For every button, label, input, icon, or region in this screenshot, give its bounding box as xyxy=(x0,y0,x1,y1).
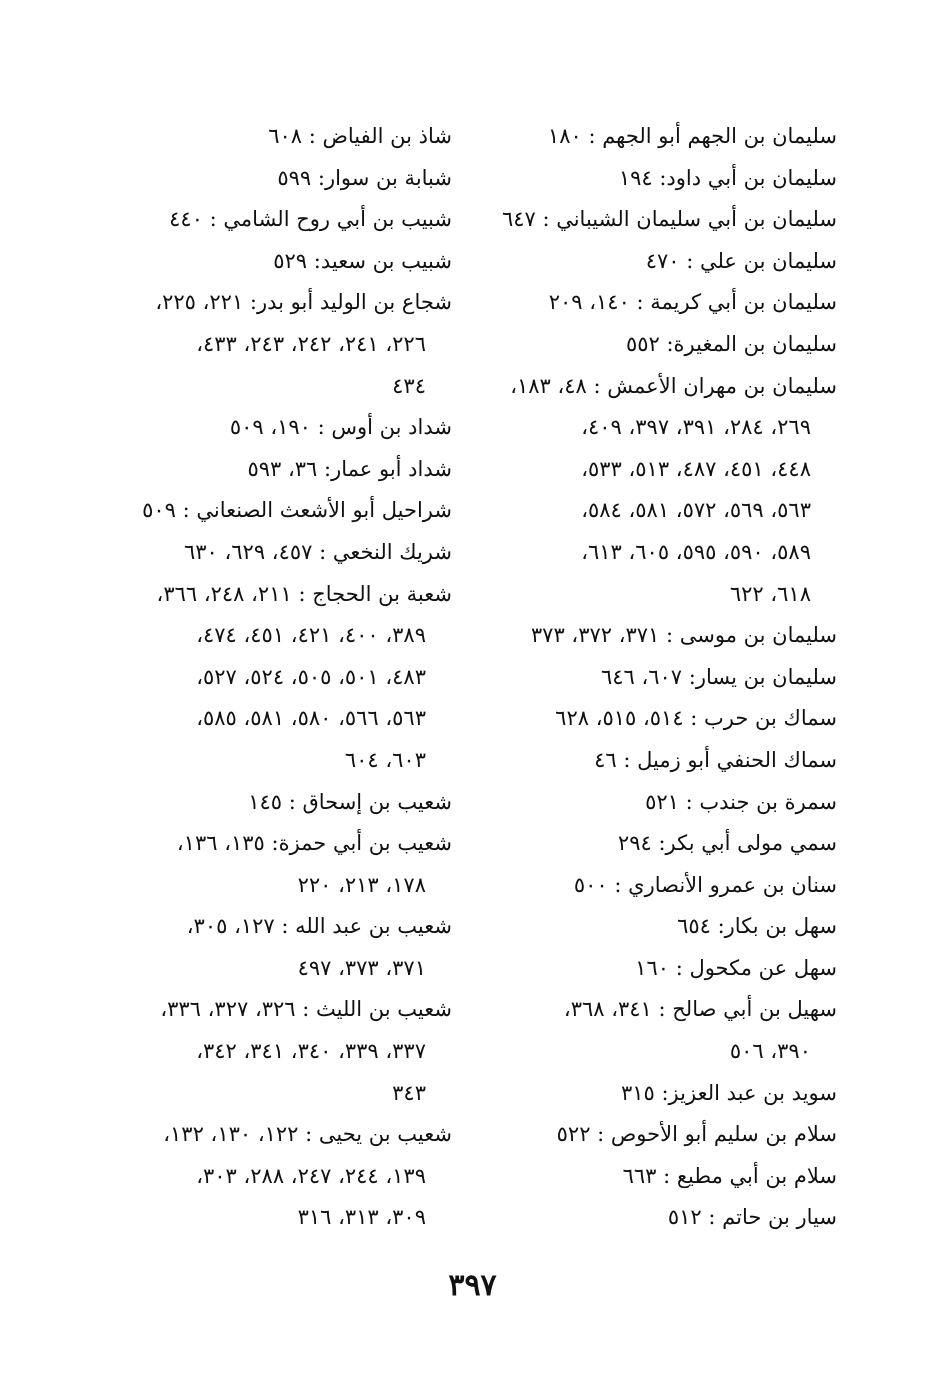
index-entry: سهل بن بكار: ٦٥٤ xyxy=(677,914,837,939)
index-entry-continuation: ٤٣٤ xyxy=(392,373,426,398)
index-entry-continuation: ٤٤٨، ٤٥١، ٤٨٧، ٥١٣، ٥٣٣، xyxy=(581,456,811,481)
index-entry: شعيب بن يحيى : ١٢٢، ١٣٠، ١٣٢، xyxy=(163,1122,452,1147)
index-entry-continuation: ٢٢٦، ٢٤١، ٢٤٢، ٢٤٣، ٤٣٣، xyxy=(196,331,426,356)
index-entry-continuation: ٢٦٩، ٢٨٤، ٣٩١، ٣٩٧، ٤٠٩، xyxy=(581,415,811,440)
index-entry: سهل عن مكحول : ١٦٠ xyxy=(635,955,837,980)
index-entry: سهيل بن أبي صالح : ٣٤١، ٣٦٨، xyxy=(563,997,837,1022)
index-entry: سليمان بن الجهم أبو الجهم : ١٨٠ xyxy=(547,124,837,148)
index-entry: سليمان بن أبي كريمة : ١٤٠، ٢٠٩ xyxy=(548,290,837,315)
index-entry-continuation: ٣٠٩، ٣١٣، ٣١٦ xyxy=(297,1205,426,1230)
index-entry-continuation: ٤٨٣، ٥٠١، ٥٠٥، ٥٢٤، ٥٢٧، xyxy=(196,664,426,689)
index-entry: سمي مولى أبي بكر: ٢٩٤ xyxy=(617,831,837,856)
index-entry: شبابة بن سوار: ٥٩٩ xyxy=(277,165,452,190)
index-entry: شبيب بن سعيد: ٥٢٩ xyxy=(273,248,452,273)
index-entry-continuation: ٥٨٩، ٥٩٠، ٥٩٥، ٦٠٥، ٦١٣، xyxy=(581,539,811,564)
index-entry: شعيب بن الليث : ٣٢٦، ٣٢٧، ٣٣٦، xyxy=(160,997,452,1022)
index-entry-continuation: ٥٦٣، ٥٦٩، ٥٧٢، ٥٨١، ٥٨٤، xyxy=(581,498,811,523)
index-entry: سماك بن حرب : ٥١٤، ٥١٥، ٦٢٨ xyxy=(555,706,837,731)
index-entry: سنان بن عمرو الأنصاري : ٥٠٠ xyxy=(573,872,837,897)
index-entry: شاذ بن الفياض : ٦٠٨ xyxy=(268,124,452,148)
index-column-right xyxy=(437,116,837,1239)
index-entry-continuation: ١٧٨، ٢١٣، ٢٢٠ xyxy=(297,872,426,897)
index-column-left xyxy=(92,116,452,1239)
index-entry: شراحيل أبو الأشعث الصنعاني : ٥٠٩ xyxy=(142,498,452,523)
index-entry: سلام بن أبي مطيع : ٦٦٣ xyxy=(622,1163,837,1188)
index-entry-continuation: ٦٠٣، ٦٠٤ xyxy=(344,747,426,772)
index-entry-continuation: ٣٧١، ٣٧٣، ٤٩٧ xyxy=(297,955,426,980)
index-entry-continuation: ٦١٨، ٦٢٢ xyxy=(729,581,811,606)
index-entry: شعيب بن إسحاق : ١٤٥ xyxy=(248,789,452,814)
index-entry: شعيب بن عبد الله : ١٢٧، ٣٠٥، xyxy=(186,914,452,939)
index-entry: سليمان بن موسى : ٣٧١، ٣٧٢، ٣٧٣ xyxy=(530,623,837,648)
index-entry: شداد بن أوس : ١٩٠، ٥٠٩ xyxy=(229,415,452,440)
index-entry: شداد أبو عمار: ٣٦، ٥٩٣ xyxy=(247,456,452,481)
index-entry: سليمان بن يسار: ٦٠٧، ٦٤٦ xyxy=(600,664,837,689)
index-entry: شعيب بن أبي حمزة: ١٣٥، ١٣٦، xyxy=(176,831,452,856)
index-entry: سماك الحنفي أبو زميل : ٤٦ xyxy=(594,747,837,772)
index-entry: شعبة بن الحجاج : ٢١١، ٢٤٨، ٣٦٦، xyxy=(156,581,452,606)
index-entry: سليمان بن علي : ٤٧٠ xyxy=(645,248,837,273)
index-entry-continuation: ٥٦٣، ٥٦٦، ٥٨٠، ٥٨١، ٥٨٥، xyxy=(196,706,426,731)
index-entry-continuation: ٣٣٧، ٣٣٩، ٣٤٠، ٣٤١، ٣٤٢، xyxy=(196,1039,426,1064)
index-entry: شريك النخعي : ٤٥٧، ٦٢٩، ٦٣٠ xyxy=(183,539,452,564)
index-entry: سليمان بن المغيرة: ٥٥٢ xyxy=(625,331,837,356)
index-entry: سويد بن عبد العزيز: ٣١٥ xyxy=(620,1080,837,1105)
index-entry-continuation: ٣٤٣ xyxy=(392,1080,426,1105)
index-entry-continuation: ٣٨٩، ٤٠٠، ٤٢١، ٤٥١، ٤٧٤، xyxy=(196,623,426,648)
index-entry: شبيب بن أبي روح الشامي : ٤٤٠ xyxy=(169,207,452,232)
index-entry-continuation: ١٣٩، ٢٤٤، ٢٤٧، ٢٨٨، ٣٠٣، xyxy=(196,1163,426,1188)
index-entry: سيار بن حاتم : ٥١٢ xyxy=(667,1205,837,1230)
index-entry: سمرة بن جندب : ٥٢١ xyxy=(645,789,837,814)
index-entry: سليمان بن مهران الأعمش : ٤٨، ١٨٣، xyxy=(510,373,837,398)
index-entry: سليمان بن أبي داود: ١٩٤ xyxy=(618,165,837,190)
index-entry: شجاع بن الوليد أبو بدر: ٢٢١، ٢٢٥، xyxy=(155,290,452,315)
index-entry: سليمان بن أبي سليمان الشيباني : ٦٤٧ xyxy=(501,207,837,232)
index-entry: سلام بن سليم أبو الأحوص : ٥٢٢ xyxy=(556,1122,837,1147)
index-entry-continuation: ٣٩٠، ٥٠٦ xyxy=(729,1039,811,1064)
page-number: ٣٩٧ xyxy=(448,1268,497,1303)
